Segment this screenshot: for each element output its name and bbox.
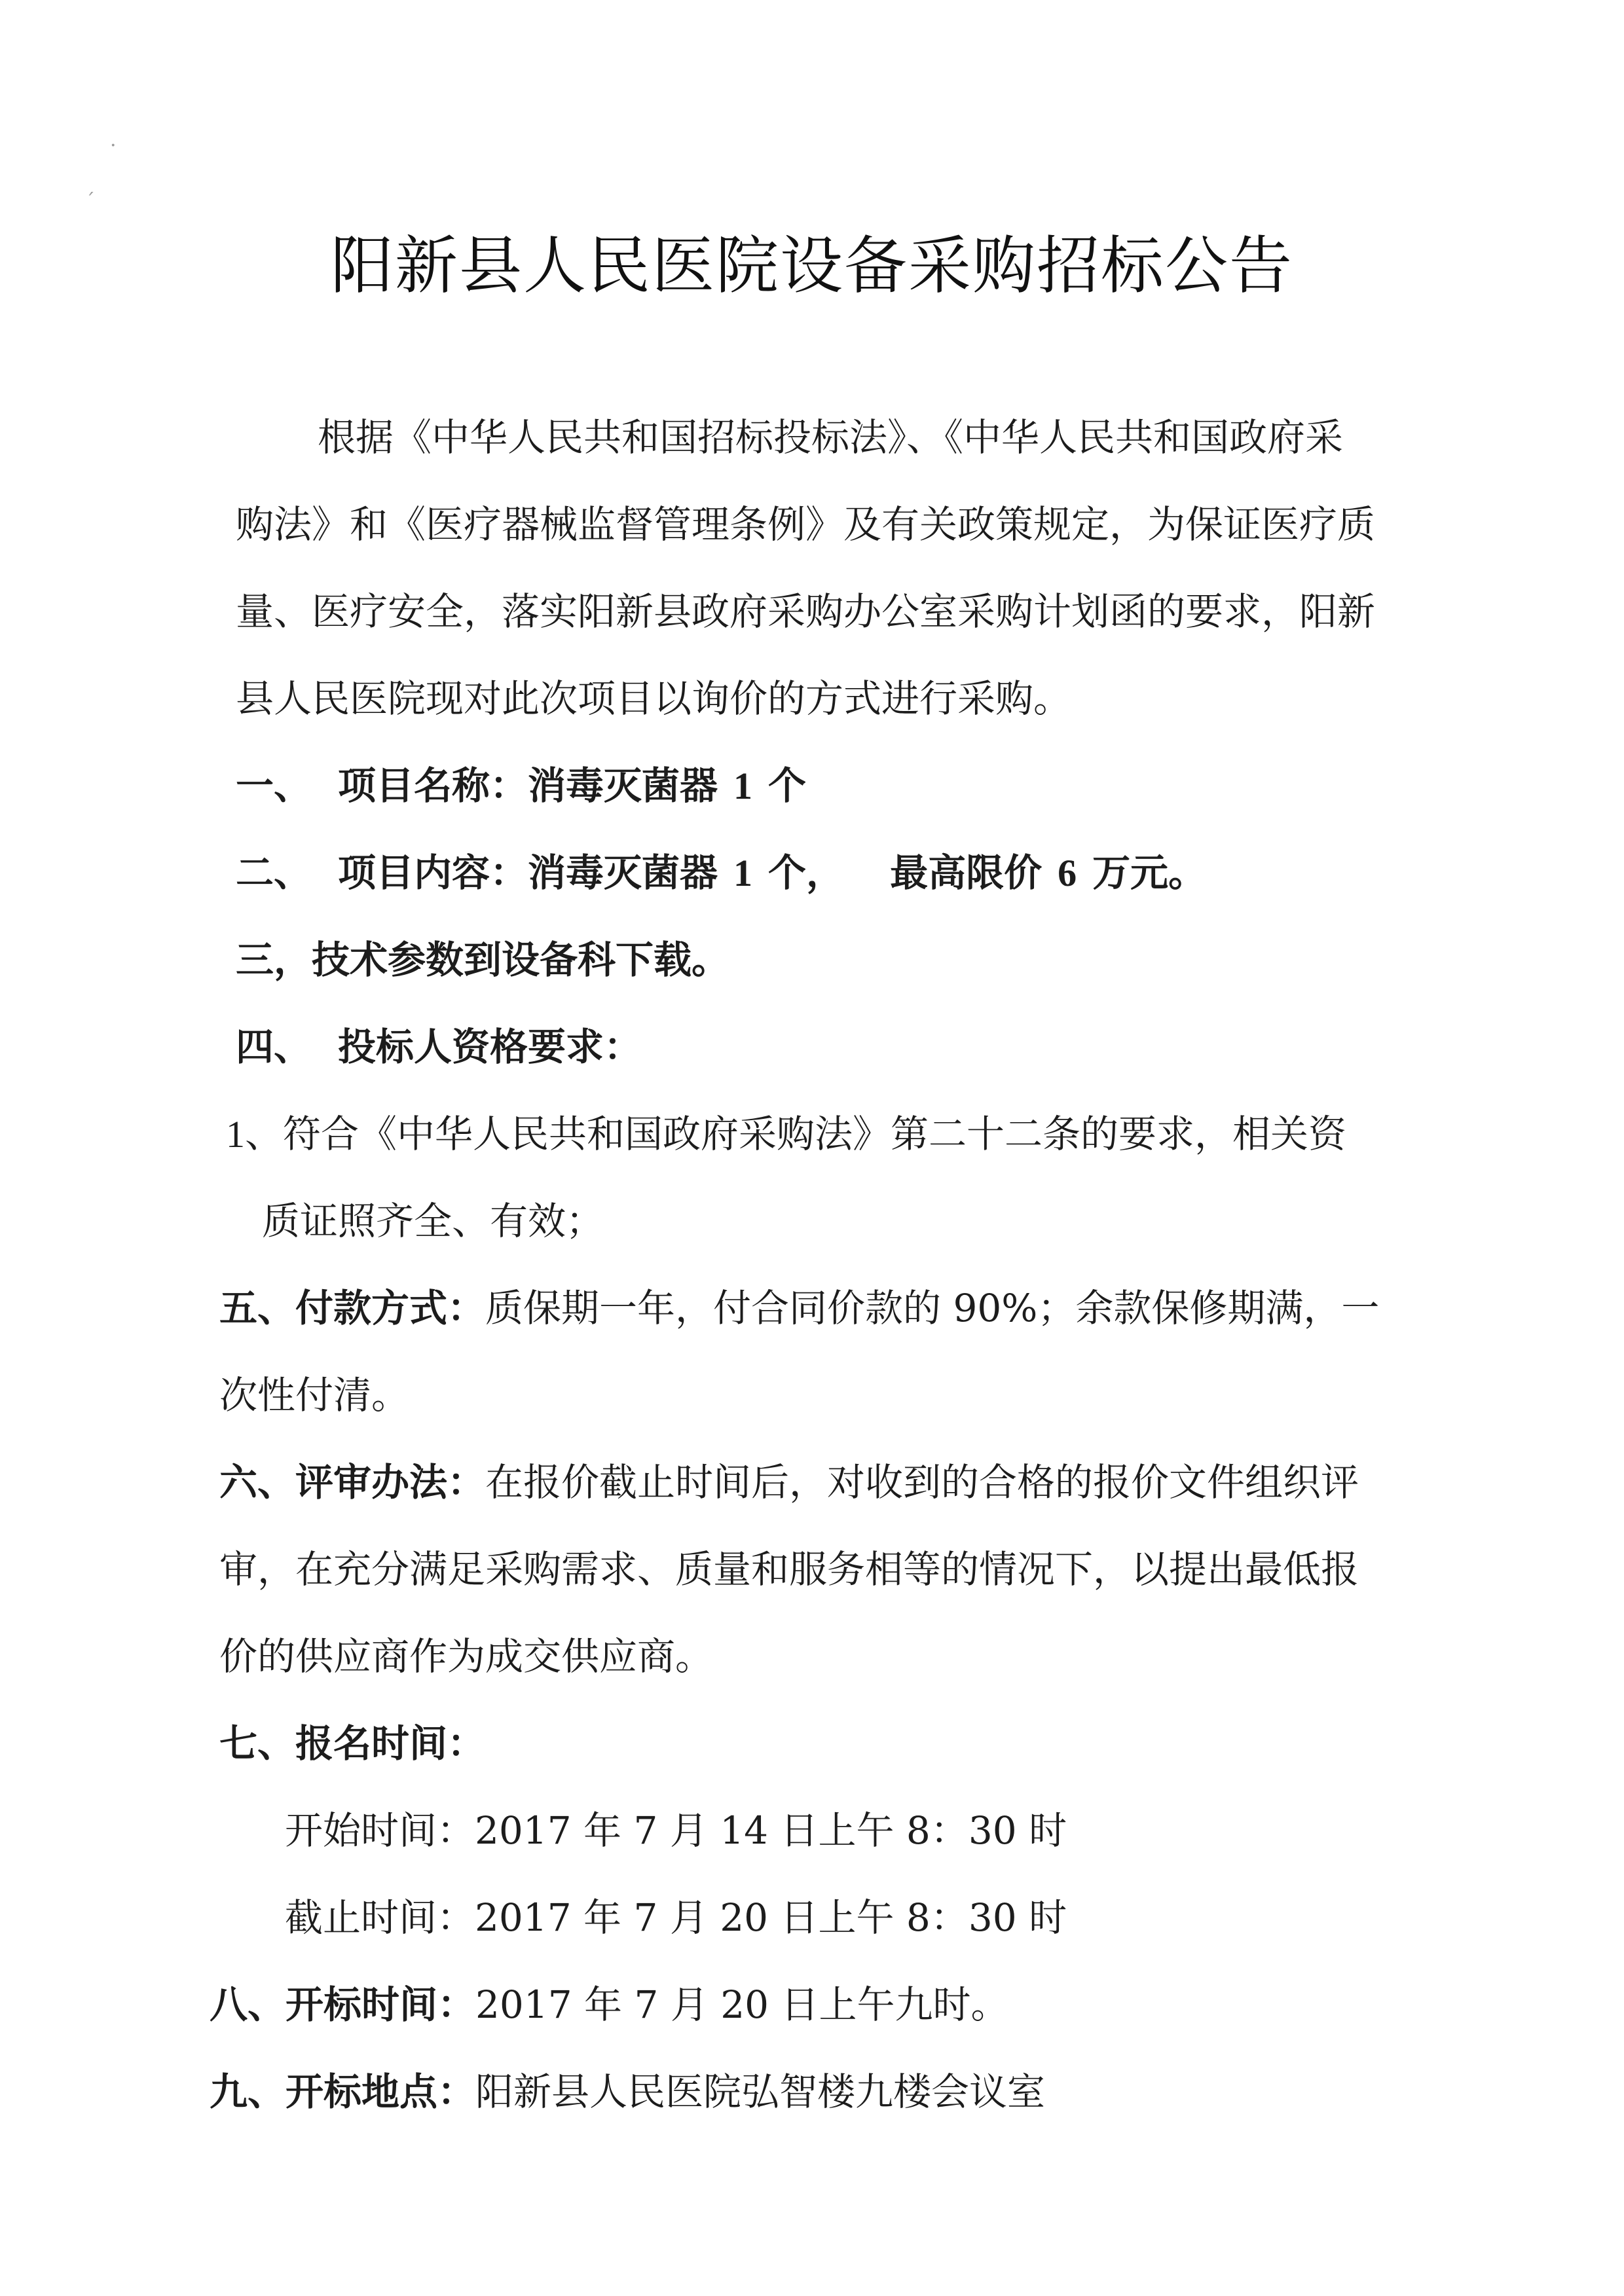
section-6-heading: 六、评审办法：: [219, 1460, 486, 1504]
scan-mark-2: ˊ: [85, 190, 95, 213]
section-7-start: 开始时间：2017 年 7 月 14 日上午 8：30 时: [285, 1808, 1067, 1853]
section-4-heading: 投标人资格要求：: [338, 1025, 642, 1069]
intro-line-2: 购法》和《医疗器械监督管理条例》及有关政策规定，为保证医疗质: [236, 502, 1376, 547]
section-1-qty: 1: [733, 765, 753, 807]
section-3: 三，技术参数到设备科下载。: [236, 938, 730, 982]
section-4-title: [236, 1021, 642, 1073]
section-2-unit: 个，: [768, 850, 845, 895]
section-1-label: 一、: [236, 763, 312, 808]
section-4-item-line-2: 质证照齐全、有效；: [262, 1199, 604, 1243]
section-1: [236, 759, 806, 812]
section-6-line-3: 价的供应商作为成交供应商。: [219, 1634, 714, 1679]
section-2-heading: 项目内容：: [338, 850, 528, 895]
section-7-end: 截止时间：2017 年 7 月 20 日上午 8：30 时: [285, 1895, 1067, 1940]
section-8-heading: 八、开标时间：: [210, 1982, 476, 2027]
scan-mark-1: ·: [110, 134, 117, 157]
section-1-text: 消毒灭菌器: [528, 763, 718, 808]
document-title: 阳新县人民医院设备采购招标公告: [331, 229, 1293, 302]
intro-line-1: 根据《中华人民共和国招标投标法》、《中华人民共和国政府采: [318, 415, 1344, 460]
section-4-item-line-1: [226, 1108, 1346, 1161]
section-2: [236, 847, 1206, 900]
section-7-heading: 七、报名时间：: [219, 1721, 486, 1766]
section-6-line-2: 审，在充分满足采购需求、质量和服务相等的情况下，以提出最低报: [219, 1547, 1359, 1592]
section-5-line-2: 次性付清。: [219, 1373, 410, 1417]
section-2-limit-label: 最高限价: [890, 850, 1043, 895]
section-1-heading: 项目名称：: [338, 763, 528, 808]
section-9-heading: 九、开标地点：: [210, 2069, 476, 2114]
section-9: [210, 2066, 1045, 2118]
intro-line-3: 量、医疗安全，落实阳新县政府采购办公室采购计划函的要求，阳新: [236, 589, 1376, 634]
section-2-qty: 1: [733, 852, 753, 894]
section-5-text: 质保期一年，付合同价款的 90%；余款保修期满，一: [485, 1286, 1380, 1330]
section-6-text: 在报价截止时间后，对收到的合格的报价文件组织评: [485, 1460, 1359, 1504]
section-4-item-num: 1、: [226, 1113, 284, 1156]
section-2-label: 二、: [236, 850, 312, 895]
section-9-text: 阳新县人民医院弘智楼九楼会议室: [475, 2069, 1046, 2114]
section-6-line-1: [219, 1456, 1359, 1508]
section-2-text: 消毒灭菌器: [528, 850, 718, 895]
section-8-text: 2017 年 7 月 20 日上午九时。: [475, 1982, 1009, 2027]
section-2-limit-value: 6: [1058, 852, 1077, 894]
section-8: [210, 1978, 1009, 2031]
section-4-item-text: 符合《中华人民共和国政府采购法》第二十二条的要求，相关资: [283, 1112, 1347, 1156]
section-5-heading: 五、付款方式：: [219, 1286, 486, 1330]
section-5-line-1: [219, 1282, 1379, 1334]
section-2-limit-unit: 万元。: [1092, 850, 1207, 895]
section-4-label: 四、: [236, 1025, 312, 1069]
section-1-unit: 个: [768, 763, 807, 808]
intro-line-4: 县人民医院现对此次项目以询价的方式进行采购。: [236, 676, 1072, 721]
